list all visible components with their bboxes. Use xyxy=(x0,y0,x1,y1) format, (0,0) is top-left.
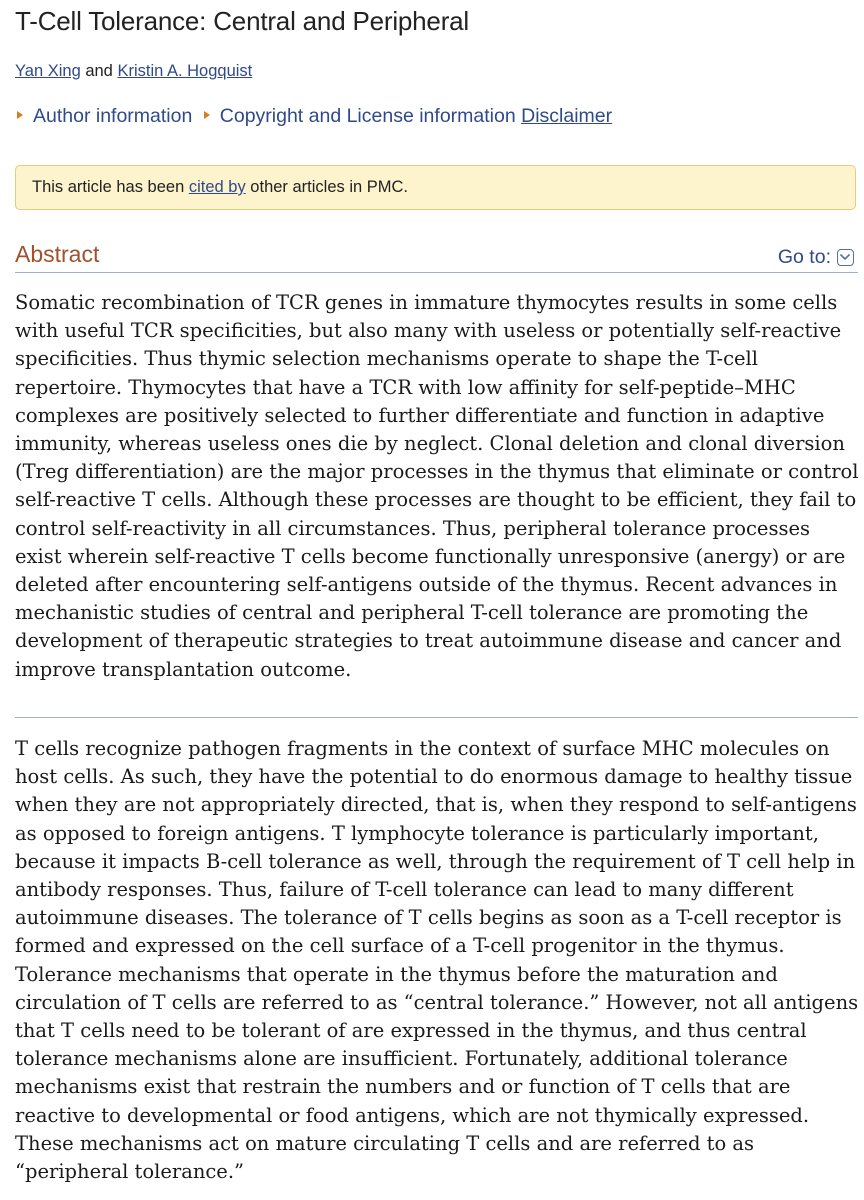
abstract-heading: Abstract xyxy=(15,241,100,267)
author-information-toggle[interactable]: Author information xyxy=(33,105,193,127)
abstract-section-header xyxy=(15,240,858,273)
copyright-license-toggle[interactable]: Copyright and License information xyxy=(219,105,516,127)
goto-label: Go to: xyxy=(777,246,831,268)
section-divider xyxy=(15,717,858,718)
goto-menu[interactable] xyxy=(778,246,854,269)
notice-prefix: This article has been xyxy=(32,178,189,196)
abstract-paragraph: Somatic recombination of TCR genes in immature thymocytes results in some cells with useful TCR specificities, but also many with useless or potentially self-reactive specificities. Thus thymic selection mechanisms operate to shape the T-cell repertoire. Thymocytes that have a TCR with low affinity for self-peptide–MHC complexes are positively selected to further differentiate and function in adaptive immunity, whereas useless ones die by neglect. Clonal deletion and clonal diversion (Treg differentiation) are the major processes in the thymus that eliminate or control self-reactive T cells. Although these processes are thought to be efficient, they fail to control self-reactivity in all circumstances. Thus, peripheral tolerance processes exist wherein self-reactive T cells become functionally unresponsive (anergy) or are deleted after encountering self-antigens outside of the thymus. Recent advances in mechanistic studies of central and peripheral T-cell tolerance are promoting the development of therapeutic strategies to treat autoimmune disease and cancer and improve transplantation outcome. xyxy=(15,291,859,681)
author-joiner: and xyxy=(80,62,118,80)
expand-triangle-icon xyxy=(204,111,210,119)
notice-suffix: other articles in PMC. xyxy=(245,178,409,196)
article-info-links xyxy=(15,105,612,128)
expand-triangle-icon xyxy=(17,111,23,119)
article-title: T-Cell Tolerance: Central and Peripheral xyxy=(15,6,469,36)
cited-by-notice xyxy=(15,165,856,210)
body-paragraph: T cells recognize pathogen fragments in the context of surface MHC molecules on host cells. As such, they have the potential to do enormous damage to healthy tissue when they are not appropriately directed, that is, when they respond to self-antigens as opposed to foreign antigens. T lymphocyte tolerance is particularly important, because it impacts B-cell tolerance as well, through the requirement of T cell help in antibody responses. Thus, failure of T-cell tolerance can lead to many different autoimmune diseases. The tolerance of T cells begins as soon as a T-cell receptor is formed and expressed on the cell surface of a T-cell progenitor in the thymus. Tolerance mechanisms that operate in the thymus before the maturation and circulation of T cells are referred to as “central tolerance.” However, not all antigens that T cells need to be tolerant of are expressed in the thymus, and thus central tolerance mechanisms alone are insufficient. Fortunately, additional tolerance mechanisms exist that restrain the numbers and or function of T cells that are reactive to developmental or food antigens, which are not thymically expressed. These mechanisms act on mature circulating T cells and are referred to as “peripheral tolerance.” xyxy=(15,737,859,1184)
author-link-xing[interactable]: Yan Xing xyxy=(15,62,81,80)
author-list xyxy=(15,62,252,81)
cited-by-link[interactable]: cited by xyxy=(188,178,246,196)
chevron-down-icon[interactable] xyxy=(837,249,854,266)
disclaimer-link[interactable]: Disclaimer xyxy=(521,105,613,127)
author-link-hogquist[interactable]: Kristin A. Hogquist xyxy=(117,62,253,80)
